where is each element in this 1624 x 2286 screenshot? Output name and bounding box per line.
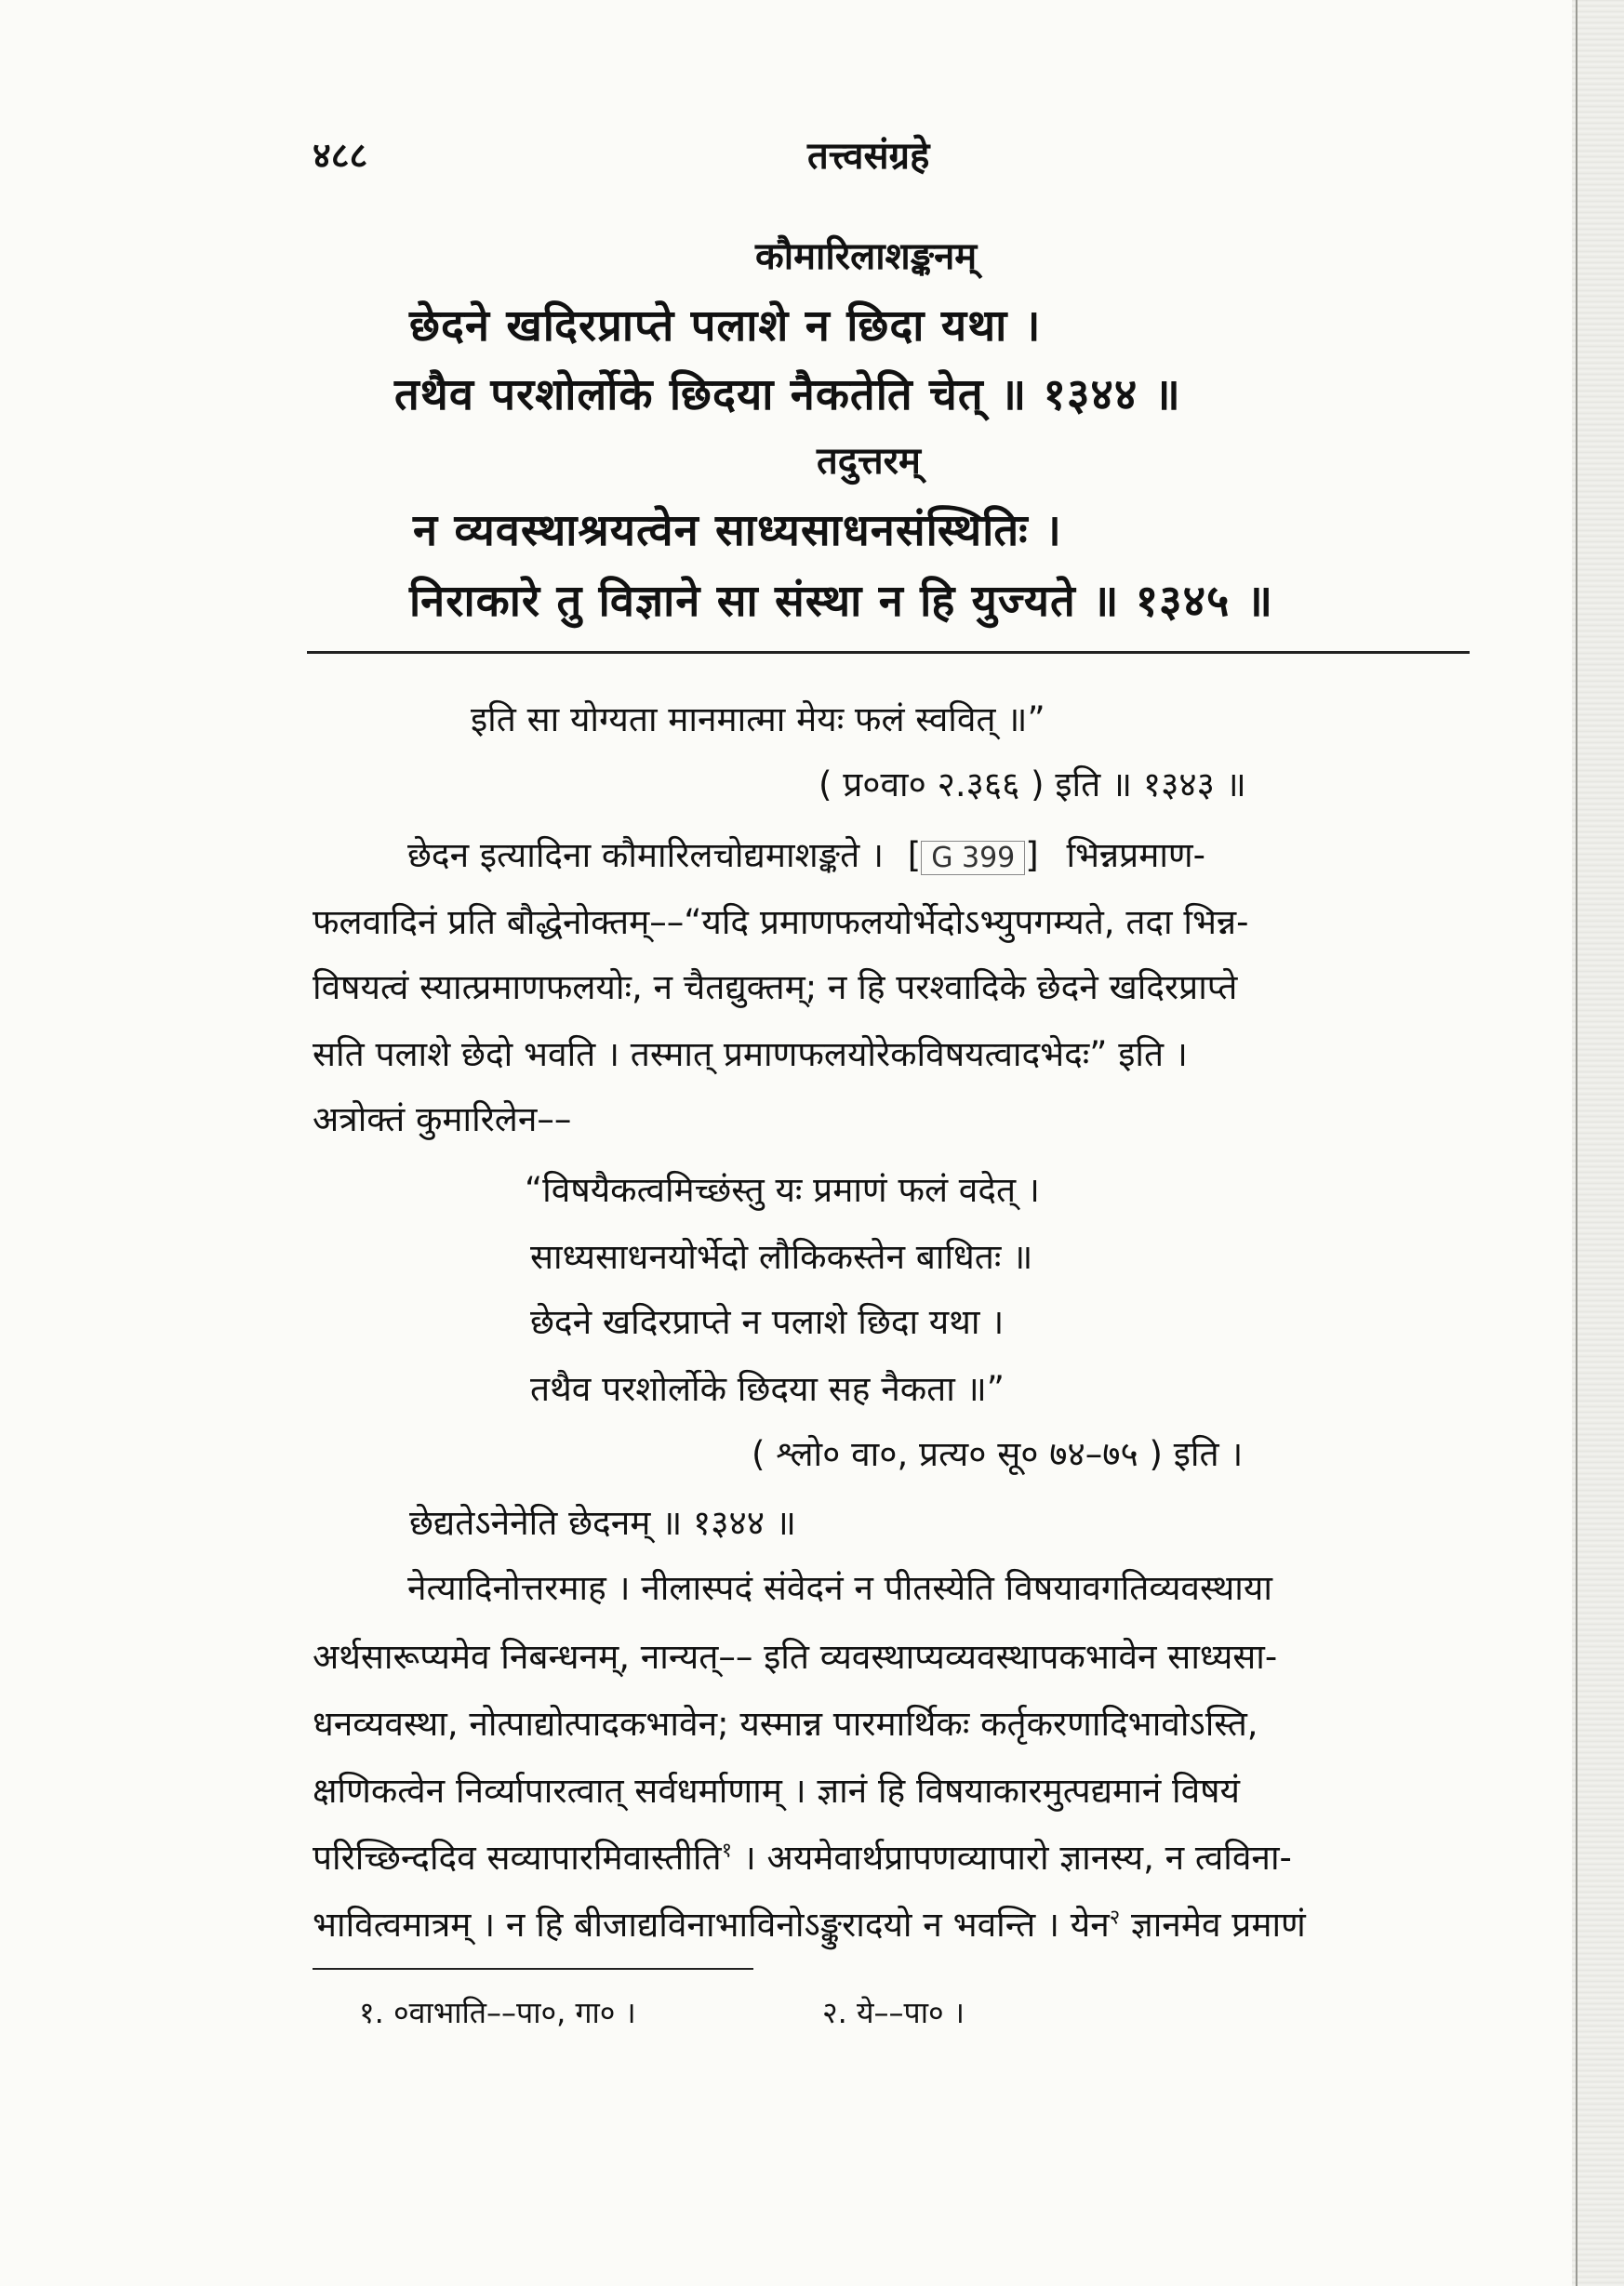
commentary-line: विषयत्वं स्यात्प्रमाणफलयोः, न चैतद्युक्तम्; न हि परश्वादिके छेदने खदिरप्राप्ते <box>313 967 1238 1007</box>
quoted-verse-line: साध्यसाधनयोर्भेदो लौकिकस्तेन बाधितः ॥ <box>530 1237 1033 1277</box>
commentary-line: इति सा योग्यता मानमात्मा मेयः फलं स्ववित् ॥” <box>471 699 1045 739</box>
section-heading-objection: कौमारिलाशङ्कनम् <box>755 235 978 278</box>
reference-bracket-close: ] <box>1025 835 1039 875</box>
verse-1345-line-2: निराकारे तु विज्ञाने सा संस्था न हि युज्यते ॥ १३४५ ॥ <box>409 576 1273 627</box>
binding-line <box>1576 0 1577 2286</box>
reference-bracket-open: [ <box>907 835 922 875</box>
commentary-citation: ( प्र०वा० २.३६६ ) इति ॥ १३४३ ॥ <box>819 764 1246 804</box>
commentary-text: भिन्नप्रमाण- <box>1066 835 1206 875</box>
quoted-verse-line: छेदने खदिरप्राप्ते न पलाशे छिदा यथा । <box>530 1302 1005 1342</box>
commentary-line <box>407 830 1205 877</box>
quoted-verse-line: तथैव परशोर्लोके छिदया सह नैकता ॥” <box>530 1369 1005 1409</box>
commentary-line: धनव्यवस्था, नोत्पाद्योत्पादकभावेन; यस्मान्न पारमार्थिकः कर्तृकरणादिभावोऽस्ति, <box>313 1704 1258 1744</box>
page-number: ४८८ <box>313 135 368 176</box>
footnote-1: १. ०वाभाति––पा०, गा० । <box>359 1995 636 2030</box>
commentary-line: अत्रोक्तं कुमारिलेन–– <box>313 1099 572 1139</box>
commentary-text: ज्ञानमेव प्रमाणं <box>1120 1905 1306 1945</box>
footnote-marker: २ <box>1109 1906 1121 1930</box>
commentary-line: नेत्यादिनोत्तरमाह । नीलास्पदं संवेदनं न पीतस्येति विषयावगतिव्यवस्थाया <box>407 1568 1272 1608</box>
running-title: तत्त्वसंग्रहे <box>807 135 930 178</box>
commentary-line: सति पलाशे छेदो भवति । तस्मात् प्रमाणफलयोरेकविषयत्वादभेदः” इति । <box>313 1034 1188 1074</box>
commentary-line: क्षणिकत्वेन निर्व्यापारत्वात् सर्वधर्माणाम् । ज्ञानं हि विषयाकारमुत्पद्यमानं विषयं <box>313 1771 1241 1811</box>
commentary-text: परिच्छिन्ददिव सव्यापारमिवास्तीति <box>313 1838 722 1878</box>
commentary-text: भावित्वमात्रम् । न हि बीजाद्यविनाभाविनोऽङ्कुरादयो न भवन्ति । येन <box>313 1905 1110 1945</box>
footnote-divider <box>313 1968 753 1970</box>
quoted-verse-line: “विषयैकत्वमिच्छंस्तु यः प्रमाणं फलं वदेत् । <box>525 1170 1040 1210</box>
verse-1344-line-2: तथैव परशोर्लोके छिदया नैकतेति चेत् ॥ १३४४ ॥ <box>394 369 1181 420</box>
verse-1344-line-1: छेदने खदिरप्राप्ते पलाशे न छिदा यथा । <box>409 300 1042 352</box>
verse-1345-line-1: न व्यवस्थाश्रयत्वेन साध्यसाधनसंस्थितिः । <box>413 505 1062 556</box>
commentary-text: छेदन इत्यादिना कौमारिलचोद्यमाशङ्कते । <box>407 835 884 875</box>
commentary-line: अर्थसारूप्यमेव निबन्धनम्, नान्यत्–– इति व्यवस्थाप्यव्यवस्थापकभावेन साध्यसा- <box>313 1637 1278 1677</box>
section-heading-reply: तदुत्तरम् <box>817 440 921 483</box>
commentary-text: । अयमेवार्थप्रापणव्यापारो ज्ञानस्य, न त्वविना- <box>732 1838 1292 1878</box>
footnote-2: २. ये––पा० । <box>822 1995 965 2030</box>
reference-marker: G 399 <box>921 841 1025 875</box>
verse-commentary-divider <box>307 651 1470 654</box>
commentary-citation: ( श्लो० वा०, प्रत्य० सू० ७४–७५ ) इति । <box>752 1434 1244 1474</box>
commentary-line <box>313 1832 1292 1880</box>
commentary-line: छेद्यतेऽनेनेति छेदनम् ॥ १३४४ ॥ <box>409 1503 796 1543</box>
footnote-marker: १ <box>721 1839 733 1863</box>
commentary-line: फलवादिनं प्रति बौद्धेनोक्तम्––“यदि प्रमाणफलयोर्भेदोऽभ्युपगम्यते, तदा भिन्न- <box>313 902 1249 942</box>
commentary-line <box>313 1899 1306 1947</box>
scan-gutter-edge <box>1572 0 1624 2286</box>
